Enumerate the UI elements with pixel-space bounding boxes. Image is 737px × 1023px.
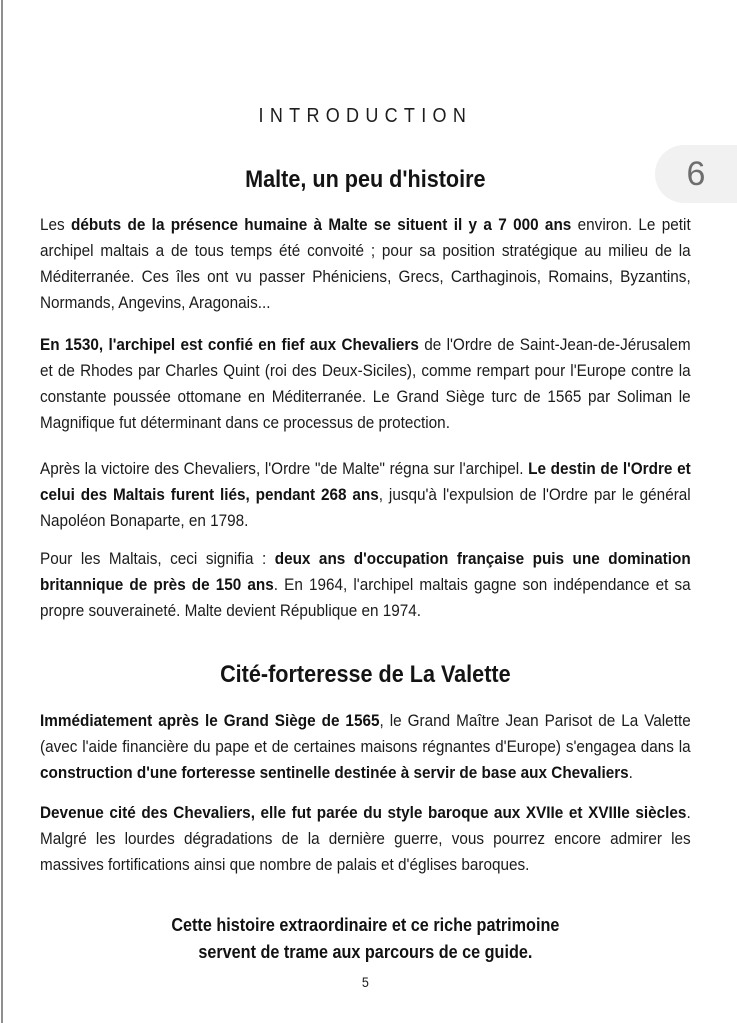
text-run: Pour les Maltais, ceci signifia : [40, 549, 275, 568]
bold-text-run: Immédiatement après le Grand Siège de 1565 [40, 711, 380, 730]
text-run: . [628, 763, 633, 782]
paragraph-style-baroque [40, 800, 691, 878]
paragraph-occupation-francaise [40, 546, 691, 624]
bold-text-run: deux ans d'occupation française puis une domination britannique de près de 150 ans [40, 549, 691, 594]
bold-text-run: Le destin de l'Ordre et celui des Maltais furent liés, pendant 268 ans [40, 459, 691, 504]
closing-statement [40, 912, 691, 966]
text-run: Les [40, 215, 72, 234]
chapter-title: INTRODUCTION [258, 105, 473, 127]
paragraph-1530-chevaliers [40, 332, 691, 436]
bold-text-run: Cette histoire extraordinaire et ce riche patrimoine [171, 915, 560, 935]
bold-text-run: Devenue cité des Chevaliers, elle fut parée du style baroque aux XVIIe et XVIIIe siècles [40, 803, 687, 822]
text-run: environ. Le petit archipel maltais a de tous temps été convoité ; pour sa position stratégique au milieu de la Méditerranée. Ces îles ont vu passer Phéniciens, Grecs, Carthaginois, Romains, Byzantins, Normands, Angevins, Aragonais... [40, 215, 691, 312]
section-heading-malte: Malte, un peu d'histoire [245, 166, 486, 193]
text-run: . Malgré les lourdes dégradations de la dernière guerre, vous pourrez encore admirer les massives fortifications ainsi que nombre de palais et d'églises baroques. [40, 803, 691, 874]
text-run: de l'Ordre de Saint-Jean-de-Jérusalem et de Rhodes par Charles Quint (roi des Deux-Siciles), comme rempart pour l'Europe contre la constante poussée ottomane en Méditerranée. Le Grand Siège turc de 1565 par Soliman le Magnifique fut déterminant dans ce processus de protection. [40, 335, 691, 432]
text-run: , jusqu'à l'expulsion de l'Ordre par le général Napoléon Bonaparte, en 1798. [40, 485, 691, 530]
bold-text-run: débuts de la présence humaine à Malte se situent il y a 7 000 ans [71, 215, 572, 234]
page-indicator-badge[interactable] [655, 145, 737, 203]
text-run: , le Grand Maître Jean Parisot de La Valette (avec l'aide financière du pape et de certaines maisons régnantes d'Europe) s'engagea dans la [40, 711, 691, 756]
paragraph-presence-humaine [40, 212, 691, 316]
text-run: Après la victoire des Chevaliers, l'Ordre "de Malte" régna sur l'archipel. [40, 459, 529, 478]
bold-text-run: construction d'une forteresse sentinelle destinée à servir de base aux Chevaliers [40, 763, 629, 782]
page-indicator-label: 6 [686, 155, 706, 193]
section-heading-la-valette: Cité-forteresse de La Valette [220, 661, 511, 688]
bold-text-run: En 1530, l'archipel est confié en fief aux Chevaliers [40, 335, 419, 354]
paragraph-grand-siege [40, 708, 691, 786]
text-run: . En 1964, l'archipel maltais gagne son indépendance et sa propre souveraineté. Malte devient République en 1974. [40, 575, 691, 620]
bold-text-run: servent de trame aux parcours de ce guide. [198, 942, 533, 962]
page-left-border [1, 0, 3, 1023]
page-number: 5 [361, 974, 369, 990]
paragraph-ordre-de-malte [40, 456, 691, 534]
page-content [40, 0, 691, 990]
